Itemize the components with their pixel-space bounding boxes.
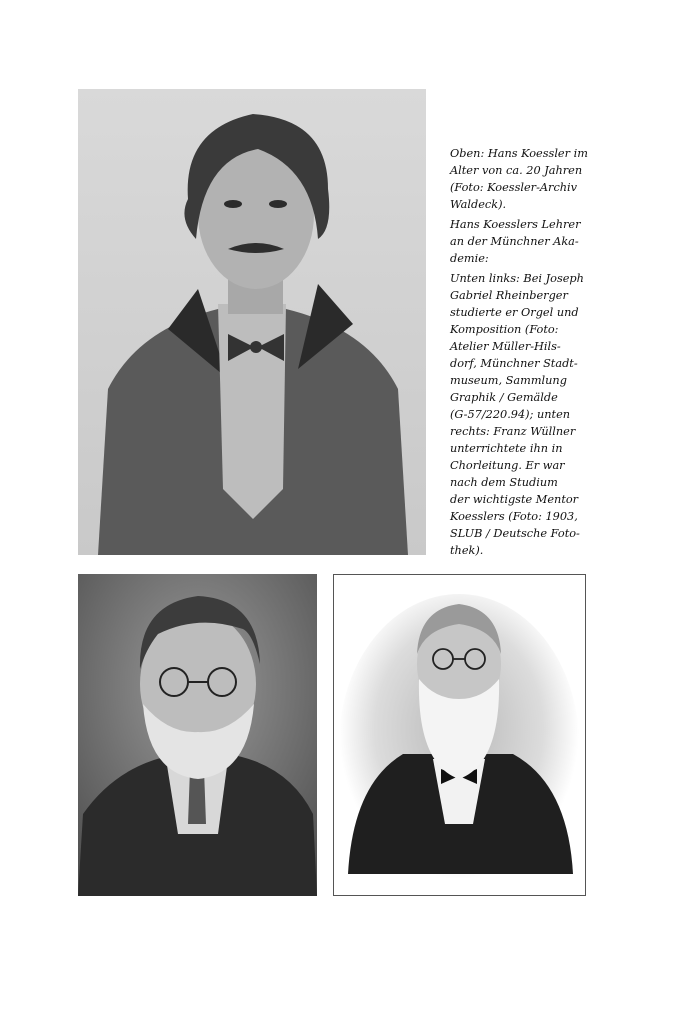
- photo-wuellner: [333, 574, 586, 896]
- photo-hans-koessler-young: [78, 89, 426, 555]
- caption-line: studierte er Orgel und: [450, 306, 579, 319]
- caption-paragraph-2: [450, 216, 590, 267]
- caption-line: Graphik / Gemälde: [450, 391, 558, 404]
- caption-line: Koesslers (Foto: 1903,: [450, 510, 578, 523]
- caption-line: Waldeck).: [450, 198, 507, 211]
- caption-paragraph-1: [450, 145, 590, 213]
- caption-line: der wichtigste Mentor: [450, 493, 579, 506]
- caption-line: Gabriel Rheinberger: [450, 289, 568, 302]
- caption-line: Alter von ca. 20 Jahren: [450, 164, 583, 177]
- caption-line: an der Münchner Aka-: [450, 235, 579, 248]
- caption-line: nach dem Studium: [450, 476, 558, 489]
- photo-caption: [450, 145, 590, 562]
- caption-line: (G-57/220.94); unten: [450, 408, 571, 421]
- caption-line: unterrichtete ihn in: [450, 442, 563, 455]
- caption-line: rechts: Franz Wüllner: [450, 425, 576, 438]
- caption-line: dorf, Münchner Stadt-: [450, 357, 578, 370]
- caption-line: thek).: [450, 544, 484, 557]
- caption-line: Atelier Müller-Hils-: [450, 340, 561, 353]
- caption-paragraph-3: [450, 270, 590, 559]
- caption-line: SLUB / Deutsche Foto-: [450, 527, 580, 540]
- caption-line: (Foto: Koessler-Archiv: [450, 181, 578, 194]
- caption-line: Oben: Hans Koessler im: [450, 147, 588, 160]
- caption-line: museum, Sammlung: [450, 374, 567, 387]
- caption-line: Komposition (Foto:: [450, 323, 559, 336]
- caption-line: Unten links: Bei Joseph: [450, 272, 584, 285]
- caption-line: Chorleitung. Er war: [450, 459, 565, 472]
- photo-rheinberger: [78, 574, 317, 896]
- caption-line: demie:: [450, 252, 489, 265]
- caption-line: Hans Koesslers Lehrer: [450, 218, 581, 231]
